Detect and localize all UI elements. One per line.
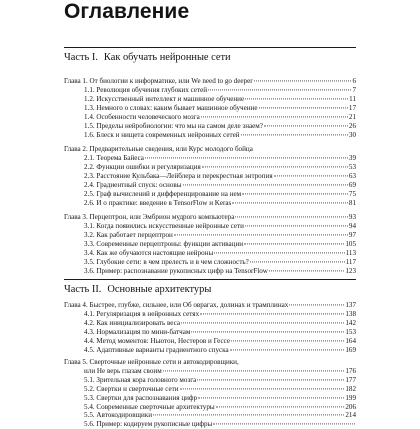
- toc-section-entry[interactable]: [84, 385, 356, 394]
- dot-leader: [202, 166, 348, 167]
- page-number: 11: [349, 95, 356, 103]
- page-number: 113: [345, 249, 356, 257]
- dot-leader: [145, 157, 348, 158]
- dot-leader: [191, 331, 344, 332]
- toc-section-entry[interactable]: [84, 95, 356, 104]
- toc-section-entry[interactable]: [84, 172, 356, 181]
- dot-leader: [259, 107, 348, 108]
- page-number: 93: [348, 213, 356, 221]
- entry-title: 4.4. Метод моментов: Ньютон, Нестеров и Гессе: [84, 337, 230, 345]
- dot-leader: [235, 216, 348, 217]
- page-number: 94: [348, 222, 356, 230]
- toc-section-entry[interactable]: [84, 154, 356, 163]
- toc-chapter-entry[interactable]: [64, 77, 356, 86]
- toc-section-entry[interactable]: [84, 199, 356, 208]
- toc-section-entry[interactable]: [84, 122, 356, 131]
- entry-title: 1.6. Блеск и нищета современных нейронных сетей: [84, 131, 240, 139]
- page-title: Оглавление: [64, 0, 190, 23]
- toc-section-entry[interactable]: [84, 190, 356, 199]
- entry-title: 2.1. Теорема Байеса: [84, 154, 144, 162]
- part-title: Основные архитектуры: [107, 284, 212, 295]
- entry-title: 4.3. Нормализация по мини-батчам: [84, 328, 191, 336]
- toc-section-entry[interactable]: [84, 346, 356, 355]
- dot-leader: [180, 388, 345, 389]
- dot-leader: [213, 423, 355, 424]
- page-number: 105: [345, 240, 356, 248]
- toc-chapter-entry[interactable]: [64, 213, 356, 222]
- toc-section-entry[interactable]: [84, 411, 356, 420]
- page-number: 169: [345, 346, 356, 354]
- entry-title: 5.3. Свертки для распознавания цифр: [84, 394, 198, 402]
- entry-title: 4.1. Регуляризация в нейронных сетях: [84, 310, 200, 318]
- toc-section-entry[interactable]: [84, 258, 356, 267]
- dot-leader: [269, 270, 344, 271]
- dot-leader: [245, 98, 348, 99]
- part-label: Часть II.: [64, 284, 102, 295]
- page-number: 123: [345, 267, 356, 275]
- part-divider: [64, 47, 356, 48]
- entry-title: 2.6. И о практике: введение в TensorFlow и Keras: [84, 199, 232, 207]
- page-number: 69: [348, 181, 356, 189]
- entry-title: 1.3. Немного о словах: каким бывает машинное обучение: [84, 104, 258, 112]
- toc-chapter-entry[interactable]: [64, 301, 356, 310]
- entry-title: Глава 3. Перцептрон, или Эмбрион мудрого компьютера: [64, 213, 235, 221]
- entry-title: Глава 2. Предварительные сведения, или Курс молодого бойца: [64, 145, 253, 153]
- entry-title: Глава 5. Сверточные нейронные сети и автокодировщики,: [64, 358, 239, 366]
- entry-title: или Не верь глазам своим: [84, 367, 162, 375]
- toc-chapter-entry-continued[interactable]: [84, 367, 356, 376]
- toc-chapter-entry[interactable]: [64, 358, 356, 367]
- page-number: 75: [348, 190, 356, 198]
- dot-leader: [264, 125, 348, 126]
- toc-section-entry[interactable]: [84, 104, 356, 113]
- entry-title: 1.2. Искусственный интеллект и машинное обучение: [84, 95, 245, 103]
- toc-section-entry[interactable]: [84, 86, 356, 95]
- page-number: 199: [345, 394, 356, 402]
- entry-title: 3.5. Глубокие сети: в чем прелесть и в чем сложность?: [84, 258, 249, 266]
- toc-section-entry[interactable]: [84, 222, 356, 231]
- page-number: 53: [348, 163, 356, 171]
- toc-section-entry[interactable]: [84, 337, 356, 346]
- entry-title: Глава 4. Быстрее, глубже, сильнее, или Об оврагах, долинах и трамплинах: [64, 301, 289, 309]
- entry-title: 3.4. Как же обучаются настоящие нейроны: [84, 249, 214, 257]
- page-number: 81: [348, 199, 356, 207]
- part-heading: [64, 52, 231, 64]
- dot-leader: [242, 193, 348, 194]
- page-number: 117: [345, 258, 356, 266]
- page-number: 26: [348, 122, 356, 130]
- entry-title: 5.2. Свертки и сверточные сети: [84, 385, 179, 393]
- part-heading: [64, 284, 211, 296]
- toc-section-entry[interactable]: [84, 249, 356, 258]
- toc-section-entry[interactable]: [84, 420, 356, 429]
- entry-title: 5.1. Зрительная кора головного мозга: [84, 376, 197, 384]
- entry-title: 2.5. Граф вычислений и дифференцирование на нем: [84, 190, 242, 198]
- page-number: 214: [345, 411, 356, 419]
- dot-leader: [181, 322, 344, 323]
- toc-section-entry[interactable]: [84, 231, 356, 240]
- page-number: 164: [345, 337, 356, 345]
- dot-leader: [197, 379, 344, 380]
- toc-section-entry[interactable]: [84, 376, 356, 385]
- toc-section-entry[interactable]: [84, 394, 356, 403]
- dot-leader: [183, 184, 348, 185]
- toc-section-entry[interactable]: [84, 240, 356, 249]
- dot-leader: [244, 243, 344, 244]
- toc-chapter-entry[interactable]: [64, 145, 356, 154]
- page-number: 137: [345, 301, 356, 309]
- dot-leader: [216, 406, 345, 407]
- entry-title: 1.4. Особенности человеческого мозга: [84, 113, 200, 121]
- toc-section-entry[interactable]: [84, 131, 356, 140]
- page-number: 182: [345, 385, 356, 393]
- dot-leader: [231, 340, 344, 341]
- toc-section-entry[interactable]: [84, 163, 356, 172]
- entry-title: 5.6. Пример: кодируем рукописные цифры: [84, 420, 213, 428]
- entry-title: 4.2. Как инициализировать веса: [84, 319, 180, 327]
- entry-title: 2.3. Расстояние Кульбака—Лейблера и перекрестная энтропия: [84, 172, 273, 180]
- toc-section-entry[interactable]: [84, 310, 356, 319]
- entry-title: 2.4. Градиентный спуск: основы: [84, 181, 182, 189]
- dot-leader: [241, 134, 348, 135]
- page-number: 176: [345, 367, 356, 375]
- entry-title: 3.6. Пример: распознавание рукописных цифр на TensorFlow: [84, 267, 268, 275]
- dot-leader: [232, 202, 348, 203]
- dot-leader: [200, 313, 344, 314]
- page-number: 7: [352, 86, 356, 94]
- dot-leader: [163, 370, 345, 371]
- dot-leader: [201, 116, 348, 117]
- dot-leader: [198, 397, 344, 398]
- toc-section-entry[interactable]: [84, 113, 356, 122]
- dot-leader: [245, 225, 348, 226]
- entry-title: Глава 1. От биологии к информатике, или We need to go deeper: [64, 77, 253, 85]
- dot-leader: [214, 252, 344, 253]
- entry-title: 5.5. Автокодировщики: [84, 411, 153, 419]
- dot-leader: [289, 304, 344, 305]
- entry-title: 3.1. Когда появились искусственные нейронные сети: [84, 222, 244, 230]
- entry-title: 3.3. Современные перцептроны: функции активации: [84, 240, 244, 248]
- page-number: 153: [345, 328, 356, 336]
- page-number: 138: [345, 310, 356, 318]
- entry-title: 1.5. Пределы нейробиологии: что мы на самом деле знаем?: [84, 122, 263, 130]
- dot-leader: [153, 414, 344, 415]
- toc-section-entry[interactable]: [84, 267, 356, 276]
- toc-section-entry[interactable]: [84, 181, 356, 190]
- page-number: 21: [348, 113, 356, 121]
- toc-section-entry[interactable]: [84, 328, 356, 337]
- part-title: Как обучать нейронные сети: [103, 52, 231, 63]
- page-number: 63: [348, 172, 356, 180]
- dot-leader: [274, 175, 348, 176]
- dot-leader: [250, 261, 345, 262]
- entry-title: 5.4. Современные сверточные архитектуры: [84, 403, 215, 411]
- page-number: 39: [348, 154, 356, 162]
- entry-title: 1.1. Революция обучения глубоких сетей: [84, 86, 208, 94]
- dot-leader: [208, 89, 351, 90]
- page-number: 30: [348, 131, 356, 139]
- page-number: 17: [348, 104, 356, 112]
- dot-leader: [254, 80, 352, 81]
- dot-leader: [230, 349, 345, 350]
- entry-title: 2.2. Функции ошибки и регуляризация: [84, 163, 201, 171]
- page-number: 97: [348, 231, 356, 239]
- page-number: 6: [352, 77, 356, 85]
- dot-leader: [174, 234, 348, 235]
- toc-section-entry[interactable]: [84, 319, 356, 328]
- entry-title: 3.2. Как работает перцептрон: [84, 231, 173, 239]
- part-divider: [64, 279, 356, 280]
- entry-title: 4.5. Адаптивные варианты градиентного спуска: [84, 346, 229, 354]
- page-number: 177: [345, 376, 356, 384]
- page-number: 142: [345, 319, 356, 327]
- part-label: Часть I.: [64, 52, 98, 63]
- page-number: 206: [345, 403, 356, 411]
